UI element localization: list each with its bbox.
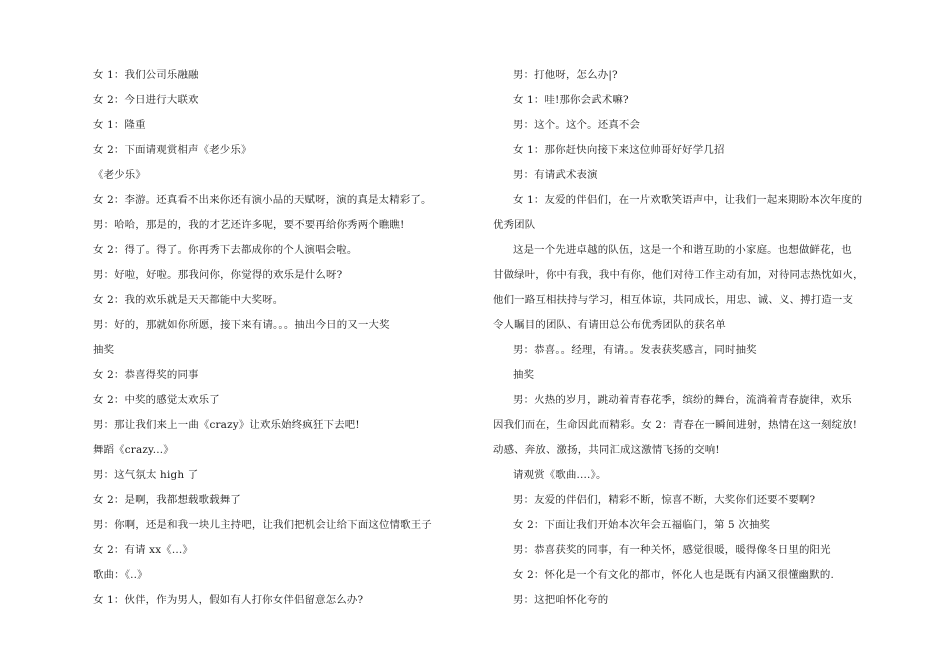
text-line: 女 1：隆重	[93, 119, 146, 131]
text-line: 女 2：是啊，我都想载歌载舞了	[93, 494, 241, 506]
text-line: 女 1：那你赶快向接下来这位帅哥好好学几招	[513, 144, 725, 156]
text-line: 女 1：友爱的伴侣们，在一片欢歌笑语声中，让我们一起来期盼本次年度的	[513, 194, 863, 206]
text-line: 女 2：李游。还真看不出来你还有演小品的天赋呀，演的真是太精彩了。	[93, 194, 432, 206]
text-line: 女 2：我的欢乐就是天天都能中大奖呀。	[93, 294, 284, 306]
text-line: 歌曲：《..》	[93, 569, 148, 581]
text-line: 他们一路互相扶持与学习，相互体谅，共同成长，用忠、诚、义、搏打造一支	[493, 294, 854, 306]
text-line: 女 1：伙伴，作为男人，假如有人打你女伴侣留意怎么办?	[93, 594, 364, 606]
text-line: 男：好啦，好啦。那我问你，你觉得的欢乐是什么呀?	[93, 269, 343, 281]
text-line: 优秀团队	[493, 219, 536, 231]
text-line: 男：恭喜。。经理，有请。。发表获奖感言，同时抽奖	[513, 344, 757, 356]
text-line: 女 2：今日进行大联欢	[93, 94, 199, 106]
text-line: 女 2：恭喜得奖的同事	[93, 369, 199, 381]
text-line: 男：打他呀，怎么办|?	[513, 69, 618, 81]
text-line: 请观赏《歌曲....》。	[513, 469, 607, 481]
text-line: 女 2：中奖的感觉太欢乐了	[93, 394, 220, 406]
text-line: 男：这个。这个。还真不会	[513, 119, 641, 131]
text-line: 男：这气氛太 high 了	[93, 469, 199, 481]
text-line: 女 2：下面请观赏相声《老少乐》	[93, 144, 252, 156]
text-line: 抽奖	[513, 369, 535, 381]
text-line: 女 1：哇!那你会武术嘛?	[513, 94, 629, 106]
text-line: 甘做绿叶，你中有我，我中有你，他们对待工作主动有加，对待同志热忱如火，	[493, 269, 864, 281]
text-line: 女 1：我们公司乐融融	[93, 69, 199, 81]
text-line: 男：友爱的伴侣们，精彩不断，惊喜不断，大奖你们还要不要啊?	[513, 494, 816, 506]
text-line: 男：恭喜获奖的同事，有一种关怀，感觉很暖，暖得像冬日里的阳光	[513, 544, 831, 556]
text-line: 女 2：怀化是一个有文化的都市，怀化人也是既有内涵又很懂幽默的.	[513, 569, 834, 581]
text-line: 男：哈哈，那是的，我的才艺还许多呢，要不要再给你秀两个瞧瞧!	[93, 219, 405, 231]
text-line: 女 2：有请 xx《...》	[93, 544, 193, 556]
text-line: 舞蹈《crazy...》	[93, 444, 174, 456]
text-line: 抽奖	[93, 344, 115, 356]
text-line: 男：你啊，还是和我一块儿主持吧，让我们把机会让给下面这位情歌王子	[93, 519, 432, 531]
text-line: 男：好的，那就如你所愿，接下来有请。。。抽出今日的又一大奖	[93, 319, 390, 331]
text-line: 女 2：下面让我们开始本次年会五福临门，第 5 次抽奖	[513, 519, 771, 531]
text-line: 女 2：得了。得了。你再秀下去都成你的个人演唱会啦。	[93, 244, 358, 256]
text-line: 动感、奔放、激扬，共同汇成这激情飞扬的交响!	[493, 444, 720, 456]
text-line: 男：这把咱怀化夸的	[513, 594, 609, 606]
text-line: 男：有请武术表演	[513, 169, 598, 181]
text-line: 《老少乐》	[93, 169, 146, 181]
text-line: 因我们而在，生命因此而精彩。女 2：青春在一瞬间进射，热情在这一刻绽放!	[493, 419, 858, 431]
text-line: 令人瞩目的团队、有请田总公布优秀团队的获名单	[493, 319, 726, 331]
text-line: 男：火热的岁月，跳动着青春花季，缤纷的舞台，流淌着青春旋律，欢乐	[513, 394, 852, 406]
text-line: 这是一个先进卓越的队伍，这是一个和谐互助的小家庭。也想做鲜花，也	[513, 244, 852, 256]
text-line: 男：那让我们来上一曲《crazy》让欢乐始终疯狂下去吧!	[93, 419, 360, 431]
